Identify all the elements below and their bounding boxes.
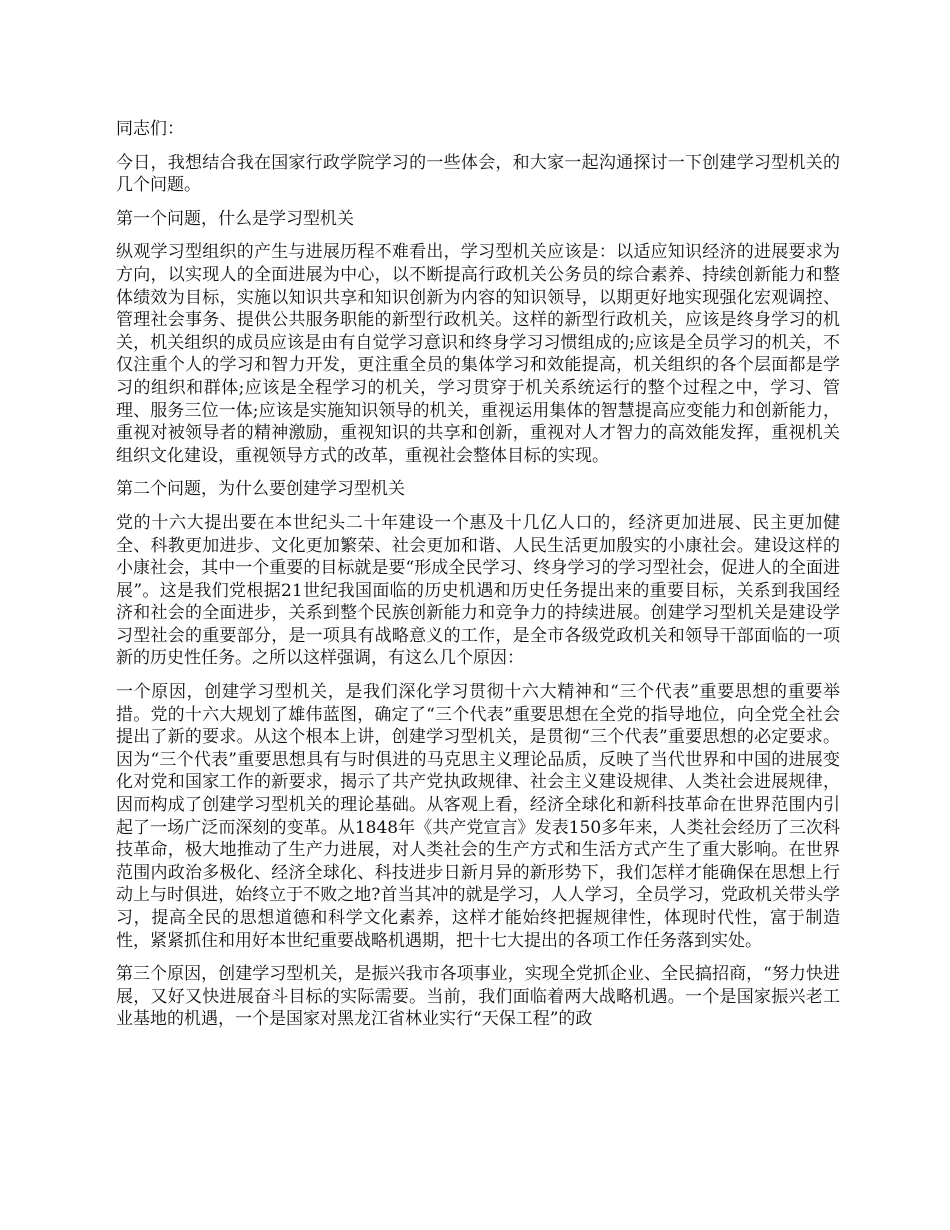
intro-paragraph: 今日，我想结合我在国家行政学院学习的一些体会，和大家一起沟通探讨一下创建学习型机关的几个问题。 <box>116 152 840 196</box>
section-2-paragraph: 党的十六大提出要在本世纪头二十年建设一个惠及十几亿人口的，经济更加进展、民主更加健全、科教更加进步、文化更加繁荣、社会更加和谐、人民生活更加殷实的小康社会。建设这样的小康社会，其中一个重要的目标就是要“形成全民学习、终身学习的学习型社会，促进人的全面进展”。这是我们党根据21世纪我国面临的历史机遇和历史任务提出来的重要目标，关系到我国经济和社会的全面进步，关系到整个民族创新能力和竞争力的持续进展。创建学习型机关是建设学习型社会的重要部分，是一项具有战略意义的工作，是全市各级党政机关和领导干部面临的一项新的历史性任务。之所以这样强调，有这么几个原因： <box>116 512 840 669</box>
salutation: 同志们： <box>116 119 184 139</box>
section-2-heading: 第二个问题，为什么要创建学习型机关 <box>116 479 405 500</box>
document-body <box>116 118 840 1042</box>
reason-1-paragraph: 一个原因，创建学习型机关，是我们深化学习贯彻十六大精神和“三个代表”重要思想的重要举措。党的十六大规划了雄伟蓝图，确定了“三个代表”重要思想在全党的指导地位，向全党全社会提出了新的要求。从这个根本上讲，创建学习型机关，是贯彻“三个代表”重要思想的必定要求。因为“三个代表”重要思想具有与时俱进的马克思主义理论品质，反映了当代世界和中国的进展变化对党和国家工作的新要求，揭示了共产党执政规律、社会主义建设规律、人类社会进展规律，因而构成了创建学习型机关的理论基础。从客观上看，经济全球化和新科技革命在世界范围内引起了一场广泛而深刻的变革。从1848年《共产党宣言》发表150多年来，人类社会经历了三次科技革命，极大地推动了生产力进展，对人类社会的生产方式和生活方式产生了重大影响。在世界范围内政治多极化、经济全球化、科技进步日新月异的新形势下，我们怎样才能确保在思想上行动上与时俱进，始终立于不败之地?首当其冲的就是学习，人人学习，全员学习，党政机关带头学习，提高全民的思想道德和科学文化素养，这样才能始终把握规律性，体现时代性，富于制造性，紧紧抓住和用好本世纪重要战略机遇期，把十七大提出的各项工作任务落到实处。 <box>116 682 840 951</box>
section-1-heading: 第一个问题，什么是学习型机关 <box>116 208 354 229</box>
section-1-paragraph: 纵观学习型组织的产生与进展历程不难看出，学习型机关应该是：以适应知识经济的进展要求为方向，以实现人的全面进展为中心，以不断提高行政机关公务员的综合素养、持续创新能力和整体绩效为目标，实施以知识共享和知识创新为内容的知识领导，以期更好地实现强化宏观调控、管理社会事务、提供公共服务职能的新型行政机关。这样的新型行政机关，应该是终身学习的机关，机关组织的成员应该是由有自觉学习意识和终身学习习惯组成的;应该是全员学习的机关，不仅注重个人的学习和智力开发，更注重全员的集体学习和效能提高，机关组织的各个层面都是学习的组织和群体;应该是全程学习的机关，学习贯穿于机关系统运行的整个过程之中，学习、管理、服务三位一体;应该是实施知识领导的机关，重视运用集体的智慧提高应变能力和创新能力，重视对被领导者的精神激励，重视知识的共享和创新，重视对人才智力的高效能发挥，重视机关组织文化建设，重视领导方式的改革，重视社会整体目标的实现。 <box>116 242 840 466</box>
reason-3-paragraph: 第三个原因，创建学习型机关，是振兴我市各项事业，实现全党抓企业、全民搞招商，“努力快进展，又好又快进展奋斗目标的实际需要。当前，我们面临着两大战略机遇。一个是国家振兴老工业基地的机遇，一个是国家对黑龙江省林业实行“天保工程”的政 <box>116 964 840 1030</box>
